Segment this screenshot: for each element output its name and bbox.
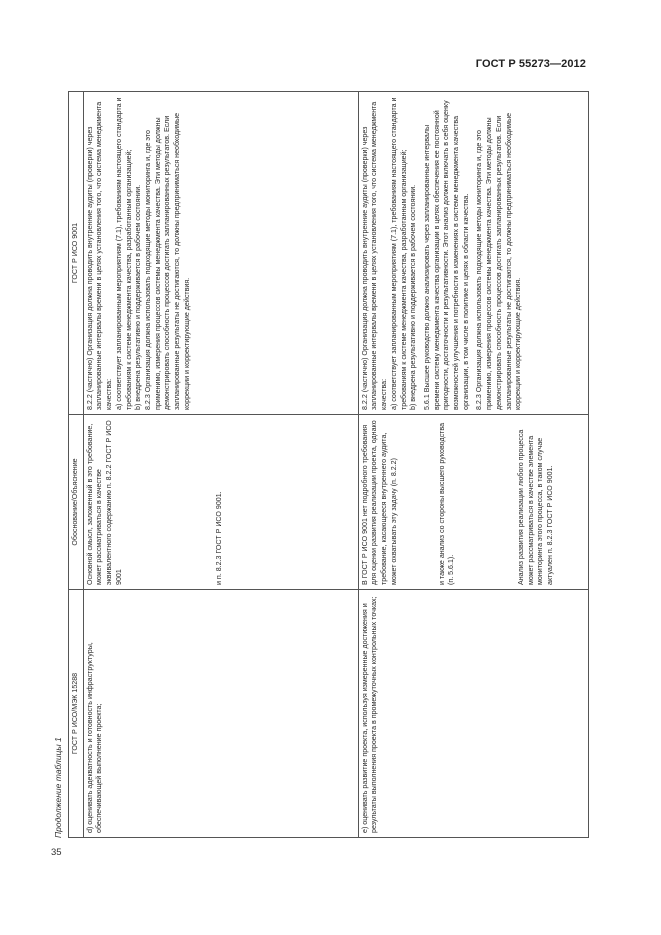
justification-text: Основной смысл, заложенный в это требование, может рассматриваться в качестве эквивалентного содержанию п. 8.2.2 ГОСТ Р ИСО 9001 xyxy=(85,420,123,585)
iso9001-clause-text: 8.2.2 (частично) Организация должна проводить внутренние аудиты (проверки) через запланированные интервалы времени в целях установления того, что система менеджмента качества: а) соответствует запланированным мероприятиям (7.1), требованиям настоящего стандарта и требованиям к системе менеджмента качества, разработанным организацией; b) внедрена результативно и поддерживается в рабочем состоянии. xyxy=(85,97,143,410)
requirement-text: e) оценивать развитие проекта, используя измеренные достижения и результаты выполнения проекта в промежуточных контрольных точках; xyxy=(360,596,379,833)
table-continuation-label: Продолжение таблицы 1 xyxy=(53,737,63,838)
standard-number: ГОСТ Р 55273—2012 xyxy=(475,58,586,70)
justification-text: Анализ развития реализации любого процесса может рассматриваться в качестве элемента мониторинга этого процесса, в таком случае актуален п. 8.2.3 ГОСТ Р ИСО 9001. xyxy=(516,429,555,585)
requirement-text: d) оценивать адекватность и готовность инфраструктуры, обеспечивающей выполнение проекта; xyxy=(85,642,104,833)
rotated-page-content xyxy=(50,92,592,838)
requirement-cell xyxy=(83,590,358,838)
iso9001-cell xyxy=(358,92,588,415)
iso9001-cell xyxy=(83,92,358,415)
iso9001-clause-text: 8.2.3 Организация должна использовать подходящие методы мониторинга и, где это применимо, измерения процессов системы менеджмента качества. Эти методы должны демонстрировать способность процессов достигать запланированных результатов. Если запланированные результаты не достигаются, то должны предприниматься необходимые коррекции и корректирующие действия. xyxy=(143,112,191,410)
iso9001-clause-text: 5.6.1 Высшее руководство должно анализировать через запланированные интервалы времени систему менеджмента качества организации в целях обеспечения ее постоянной пригодности, достаточности и результативности. Этот анализ должен включать в себя оценку возможностей улучшения и потребности в изменениях в системе менеджмента качества организации, в том числе в политике и целях в области качества. xyxy=(422,100,470,410)
table-header-row xyxy=(69,92,84,838)
table-row xyxy=(358,92,588,838)
header-justification: Обоснование/Объяснение xyxy=(69,415,84,590)
justification-cell xyxy=(83,415,358,590)
header-iso-9001: ГОСТ Р ИСО 9001 xyxy=(69,92,84,415)
justification-text: В ГОСТ Р ИСО 9001 нет подробного требования для оценки развития реализации проекта, однако требование, касающееся внутреннего аудита, может охватывать эту задачу (п. 8.2.2) xyxy=(360,420,398,585)
table-row xyxy=(83,92,358,838)
iso9001-clause-text: 8.2.3 Организация должна использовать подходящие методы мониторинга и, где это применимо, измерения процессов системы менеджмента качества. Эти методы должны демонстрировать способность процессов достигать запланированных результатов. Если запланированные результаты не достигаются, то должны предприниматься необходимые коррекции и корректирующие действия. xyxy=(475,112,523,410)
comparison-table xyxy=(68,91,589,838)
requirement-cell xyxy=(358,590,588,838)
justification-cell xyxy=(358,415,588,590)
justification-text: и также анализ со стороны высшего руководства (п. 5.6.1). xyxy=(437,422,456,585)
header-iso-15288: ГОСТ Р ИСО/МЭК 15288 xyxy=(69,590,84,838)
iso9001-clause-text: 8.2.2 (частично) Организация должна проводить внутренние аудиты (проверки) через запланированные интервалы времени в целях установления того, что система менеджмента качества: а) соответствует запланированным мероприятиям (7.1), требованиям настоящего стандарта и требованиям к системе менеджмента качества, разработанным организацией; b) внедрена результативно и поддерживается в рабочем состоянии. xyxy=(360,97,418,410)
justification-text: и п. 8.2.3 ГОСТ Р ИСО 9001. xyxy=(214,491,223,585)
page-number: 35 xyxy=(51,847,62,858)
